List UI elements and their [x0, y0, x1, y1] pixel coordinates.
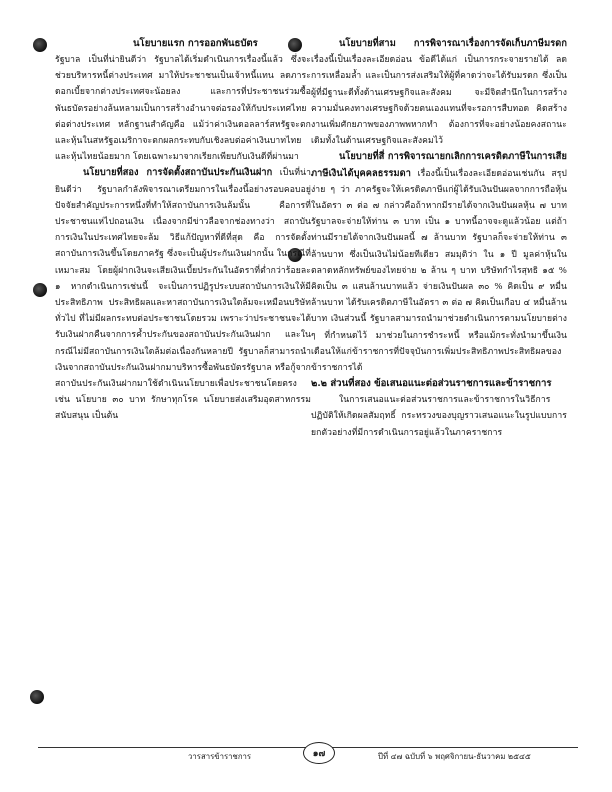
section-2-2-heading: ๒.๒ ส่วนที่สอง ข้อเสนอแนะต่อส่วนราชการและข้าราชการ [311, 378, 552, 390]
issue-info: ปีที่ ๔๗ ฉบับที่ ๖ พฤศจิกายน-ธันวาคม ๒๕๔๕ [378, 752, 531, 761]
page-number: ๑๗ [303, 742, 335, 764]
bullet-mark-5 [30, 690, 44, 704]
policy-four-body: เรื่องนี้เป็นเรื่องละเอียดอ่อนเช่นกัน สรุปง่าย ๆ ว่า ภาครัฐจะให้เครดิตภาษีแก่ผู้ได้รับเงินปันผลจากการถือหุ้นในอัตรา ๓ ต่อ ๗ กล่าวคือถ้าหากมีรายได้จากเงินปันผลหุ้น ๗ บาท รัฐบาลจะจ่ายให้ท่าน ๓ บาท เป็น ๑ บาทนี้อาจจะดูแล้วน้อย แต่ถ้าท่านมีรายได้จากเงินปันผลนี้ ๗ ล้านบาท รัฐบาลก็จะจ่ายให้ท่าน ๓ ล้านบาท ซึ่งเป็นเงินไม่น้อยทีเดียว สมมุติว่า ใน ๑ ปี มูลค่าหุ้นในตลาดหลักทรัพย์ของไทยจ่าย ๒ ล้าน ๆ บาท บริษัทกำไรสุทธิ ๑๕ % คิดเป็น ๓ แสนล้านบาทแล้ว จ่ายเงินปันผล ๓๐ % คิดเป็น ๙ หมื่นล้านบาท ได้รับเครดิตภาษีในอัตรา ๓ ต่อ ๗ คิดเป็นเกือบ ๔ หมื่นล้านบาท เงินส่วนนี้ รัฐบาลสามารถนำมาช่วยดำเนินการตามนโยบายต่าง ๆ ที่กำหนดไว้ มาช่วยในการชำระหนี้ หรือแม้กระทั่งนำมาขึ้นเงินเดือนให้แก่ข้าราชการที่ปัจจุบันการเพิ่มประสิทธิภาพประสิทธิผลของข้าราชการได้ [311, 168, 567, 374]
page-footer [38, 747, 578, 766]
policy-one-body: รัฐบาล เป็นที่น่ายินดีว่า รัฐบาลได้เริ่มดำเนินการเรื่องนี้แล้ว ซึ่งจะช่วยบริหารหนี้ต่างประเทศ มาให้ประชาชนเป็นเจ้าหนี้แทน ลดภาระดอกเบี้ยจากต่างประเทศจะน้อยลง และการที่ประชาชนร่วมซื้อพันธบัตรอย่างล้นหลามเป็นการสร้างอำนาจต่อรองให้กับประเทศไทยต่อต่างประเทศ หลักฐานสำคัญคือ แม้ว่าค่าเงินดอลลาร์สหรัฐจะตก และหุ้นในสหรัฐอเมริกาจะตกผลกระทบกับเชิงลบต่อค่าเงินบาทไทยและหุ้นไทยน้อยมาก โดยเฉพาะมาจากเรียกเพียบกับเงินดีที่ผ่านมา [55, 55, 311, 163]
bullet-mark-3 [33, 283, 47, 297]
left-column [55, 36, 311, 425]
policy-three-paragraph [311, 36, 567, 149]
policy-two-paragraph [55, 165, 311, 424]
policy-one-heading: นโยบายแรก การออกพันธบัตร [133, 38, 258, 49]
bullet-mark-1 [33, 38, 47, 52]
policy-three-body: เรื่องนี้เป็นเรื่องละเอียดอ่อน ข้อดีได้แก่ เป็นการกระจายรายได้ ลดการเหลื่อมล้ำ และเป็นการส่งเสริมให้ผู้ที่คาดว่าจะได้รับมรดก ซึ่งเป็นผู้ที่มีฐานะดีทั้งด้านเศรษฐกิจและสังคม จะมีจิตสำนึกในการสร้างความมั่นคงทางเศรษฐกิจด้วยตนเองแทนที่จะรอการสืบทอด คิดสร้างงานเพิ่มศักยภาพของภาพพหากทำ ต้องการที่จะอย่างน้อยคงสถานะเดิมทั้งในด้านเศรษฐกิจและสังคมไว้ [311, 55, 567, 147]
journal-name: วารสารข้าราชการ [188, 752, 252, 761]
section-2-2-body: ในการเสนอแนะต่อส่วนราชการและข้าราชการในวิธีการปฏิบัติให้เกิดผลสัมฤทธิ์ กระทรวงของบุญราวเสนอแนะในรูปแบบการยกตัวอย่างที่มีการดำเนินการอยู่แล้วในภาคราชการ [311, 395, 567, 438]
policy-four-heading: นโยบายที่สี่ การพิจารณายกเลิกการเครดิตภาษีในการเสียภาษีเงินได้บุคคลธรรมดา [311, 151, 567, 179]
policy-two-heading: นโยบายที่สอง การจัดตั้งสถาบันประกันเงินฝาก [83, 167, 273, 179]
policy-four-paragraph [311, 149, 567, 376]
right-column [311, 36, 567, 441]
policy-three-heading: นโยบายที่สาม การพิจารณาเรื่องการจัดเก็บภาษีมรดก [339, 38, 567, 49]
policy-two-body: เป็นที่น่ายินดีว่า รัฐบาลกำลังพิจารณาเตรียมการในเรื่องนี้อย่างรอบคอบอยู่ ปัจจัยสำคัญประการหนึ่งที่ทำให้สถาบันการเงินล้มนั้น คือการที่ประชาชนแห่ไปถอนเงิน เนื่องจากมีข่าวลือจากช่องทางว่า สถาบันการเงินในประเทศไทยจะล้ม วิธีแก้ปัญหาที่ดีที่สุด คือ การจัดตั้งสถาบันการเงินขึ้นโดยภาครัฐ ซึ่งจะเป็นผู้ประกันเงินฝากนั้น ในกรณีที่เหมาะสม โดยผู้ฝากเงินจะเสียเงินเบี้ยประกันในอัตราที่ต่ำกว่าร้อยละ ๑ หากดำเนินการเช่นนี้ จะเป็นการปฏิรูประบบสถาบันการเงินให้มีประสิทธิภาพ ประสิทธิผลและหาสถาบันการเงินใดล้มจะเหมือนบริษัททั่วไป ที่ไม่มีผลกระทบต่อประชาชนโดยรวม เพราะว่าประชาชนจะได้รับเงินฝากคืนจากการค้ำประกันของสถาบันประกันเงินฝาก และในกรณีไม่มีสถาบันการเงินใดล้มต่อเนื่องกันหลายปี รัฐบาลก็สามารถนำเงินจากสถาบันประกันเงินฝากมาบริหารซื้อพันธบัตรรัฐบาล หรือกู้จากสถาบันประกันเงินฝากมาใช้ดำเนินนโยบายเพื่อประชาชนโดยตรงเช่น นโยบาย ๓๐ บาท รักษาทุกโรค นโยบายส่งเสริมอุตสาหกรรม สนับสนุน เป็นต้น [55, 168, 311, 422]
